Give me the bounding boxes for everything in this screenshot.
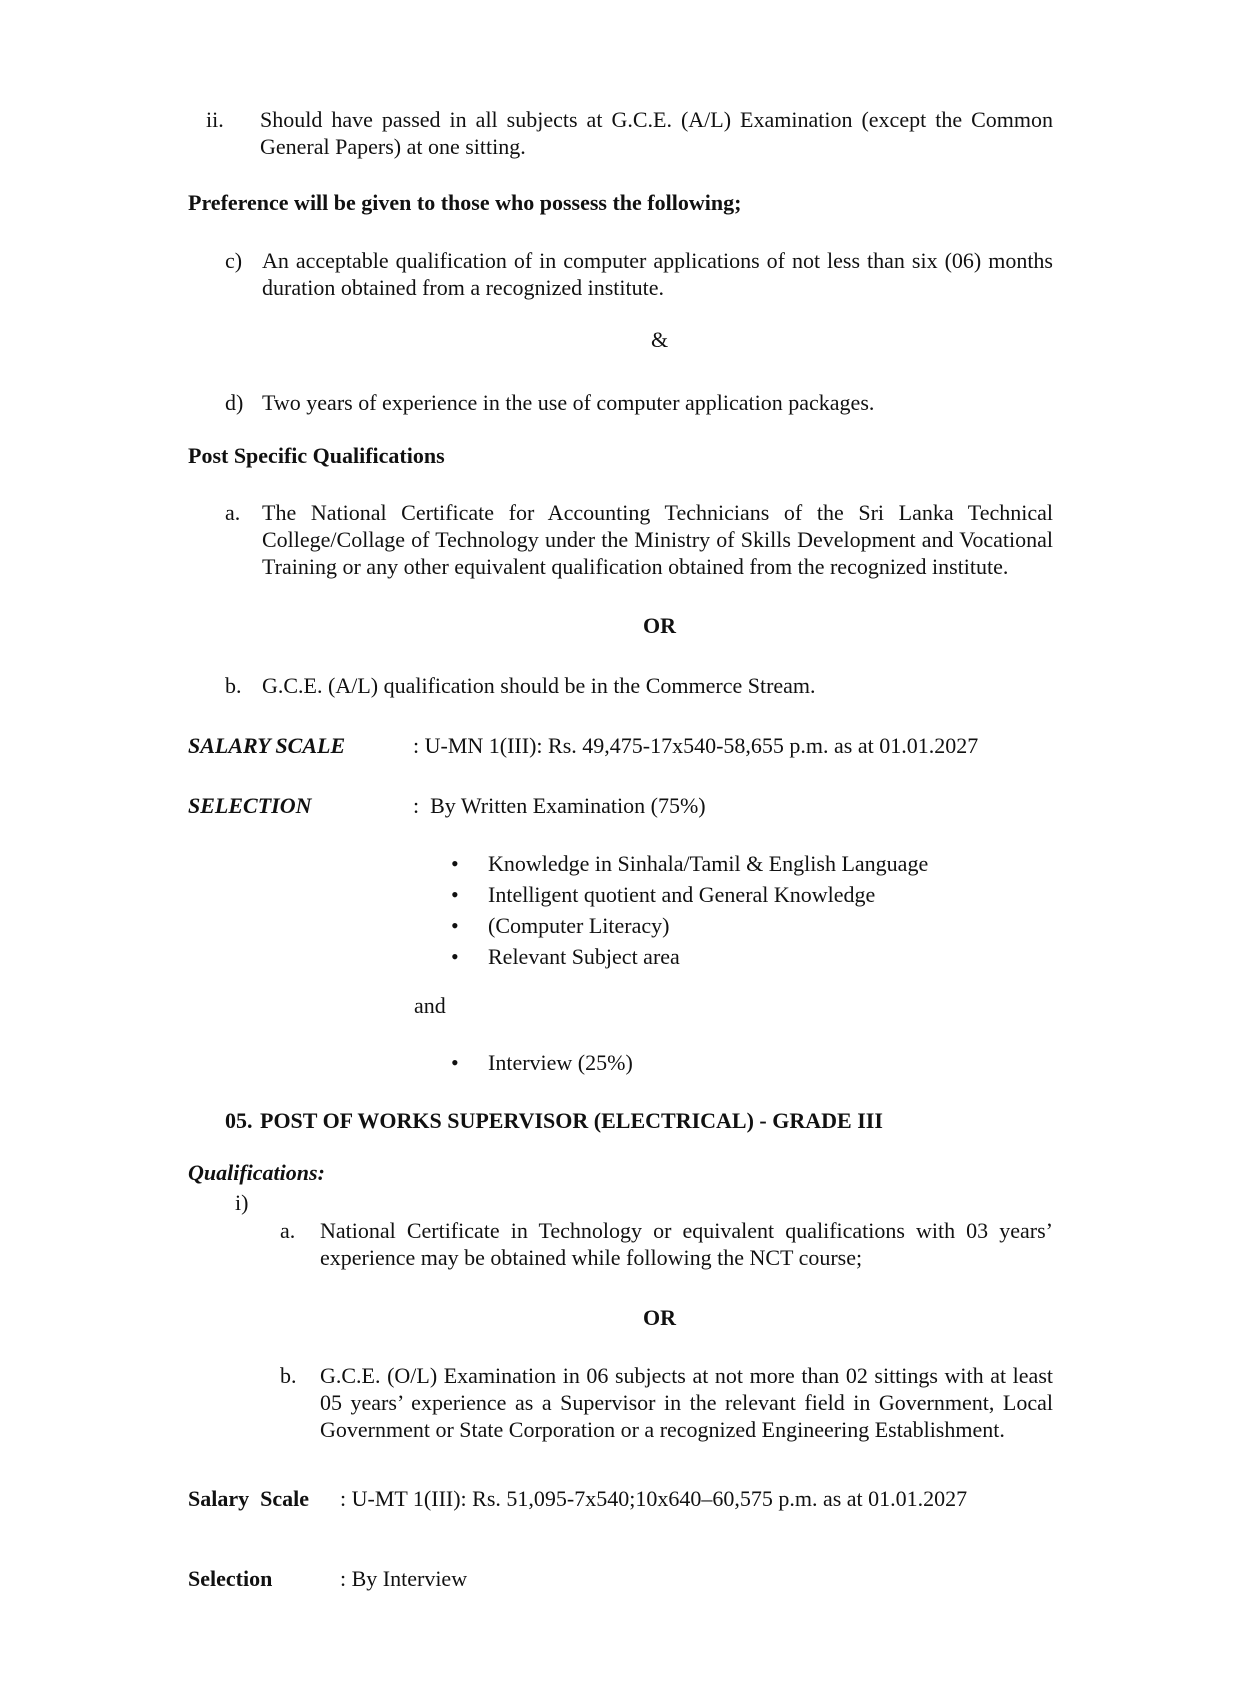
list-item-b2-text: G.C.E. (O/L) Examination in 06 subjects at not more than 02 sittings with at least 05 years’ experience as a Supervisor in the relevant field in Government, Local Government or State Corporation or a recognized Engineering Establishment.	[320, 1363, 1053, 1442]
bullet-icon: •	[451, 913, 459, 938]
salary-scale-label-2: Salary Scale	[188, 1486, 309, 1511]
list-item-b1	[188, 672, 1053, 699]
list-item-d-text: Two years of experience in the use of computer application packages.	[262, 390, 875, 415]
salary-scale-row-1	[188, 732, 1053, 759]
bullet-text: Intelligent quotient and General Knowledge	[488, 882, 876, 907]
salary-scale-label-1: SALARY SCALE	[188, 733, 346, 758]
bullet-icon: •	[451, 944, 459, 969]
list-item-a2	[188, 1217, 1053, 1271]
list-item	[188, 1049, 1053, 1076]
bullet-icon: •	[451, 882, 459, 907]
selection-criteria-list	[188, 850, 1053, 970]
selection-value-2: : By Interview	[340, 1566, 468, 1591]
list-marker-d: d)	[225, 390, 244, 415]
selection-row-2	[188, 1565, 1053, 1592]
post-05-heading	[188, 1107, 1053, 1134]
preference-heading: Preference will be given to those who possess the following;	[188, 190, 742, 215]
selection-value-1: : By Written Examination (75%)	[413, 793, 706, 818]
list-item-a1-text: The National Certificate for Accounting Technicians of the Sri Lanka Technical College/Collage of Technology under the Ministry of Skills Development and Vocational Training or any other equivalent qualification obtained from the recognized institute.	[262, 500, 1053, 579]
and-connector: and	[414, 993, 446, 1018]
list-item-c	[188, 247, 1053, 301]
bullet-text: Interview (25%)	[488, 1050, 633, 1075]
list-item	[188, 850, 1053, 877]
list-item-a2-text: National Certificate in Technology or equivalent qualifications with 03 years’ experience may be obtained while following the NCT course;	[320, 1218, 1053, 1270]
salary-scale-value-1: : U-MN 1(III): Rs. 49,475-17x540-58,655 p.m. as at 01.01.2027	[413, 733, 979, 758]
or-separator-1: OR	[643, 613, 676, 638]
post-specific-heading: Post Specific Qualifications	[188, 443, 445, 468]
list-item	[188, 881, 1053, 908]
list-item	[188, 943, 1053, 970]
list-item	[188, 912, 1053, 939]
post-05-title: POST OF WORKS SUPERVISOR (ELECTRICAL) - GRADE III	[260, 1108, 883, 1133]
interview-list	[188, 1049, 1053, 1076]
bullet-text: Relevant Subject area	[488, 944, 680, 969]
bullet-icon: •	[451, 851, 459, 876]
salary-scale-row-2	[188, 1485, 1053, 1512]
list-marker-b1: b.	[225, 673, 242, 698]
list-item-ii	[188, 106, 1053, 160]
list-item-b2	[188, 1362, 1053, 1443]
bullet-icon: •	[451, 1050, 459, 1075]
list-marker-a1: a.	[225, 500, 241, 525]
list-item-c-text: An acceptable qualification of in computer applications of not less than six (06) months duration obtained from a recognized institute.	[262, 248, 1053, 300]
selection-label-2: Selection	[188, 1566, 273, 1591]
bullet-text: Knowledge in Sinhala/Tamil & English Language	[488, 851, 929, 876]
salary-scale-value-2: : U-MT 1(III): Rs. 51,095-7x540;10x640–60,575 p.m. as at 01.01.2027	[340, 1486, 968, 1511]
list-item-d	[188, 389, 1053, 416]
or-separator-2: OR	[643, 1305, 676, 1330]
list-marker-i: i)	[235, 1190, 249, 1215]
list-item-ii-text: Should have passed in all subjects at G.C.E. (A/L) Examination (except the Common General Papers) at one sitting.	[260, 107, 1053, 159]
post-05-number: 05.	[225, 1108, 253, 1133]
selection-row-1	[188, 792, 1053, 819]
list-marker-a2: a.	[280, 1218, 296, 1243]
list-marker-b2: b.	[280, 1363, 297, 1388]
bullet-text: (Computer Literacy)	[488, 913, 670, 938]
selection-label-1: SELECTION	[188, 793, 312, 818]
list-marker-ii: ii.	[206, 107, 224, 132]
qualifications-heading: Qualifications:	[188, 1160, 325, 1185]
list-item-a1	[188, 499, 1053, 580]
list-item-b1-text: G.C.E. (A/L) qualification should be in the Commerce Stream.	[262, 673, 816, 698]
list-marker-c: c)	[225, 248, 243, 273]
ampersand-separator: &	[650, 327, 669, 352]
